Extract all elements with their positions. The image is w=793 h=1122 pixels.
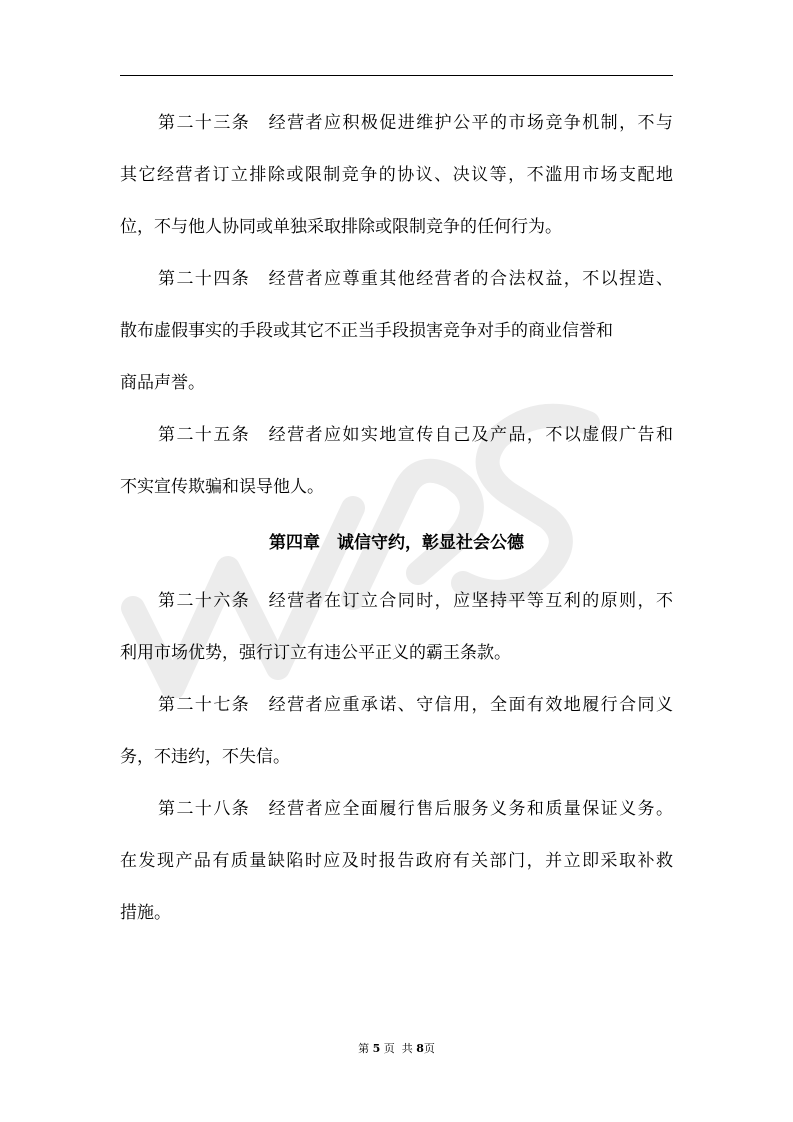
- article-26-line-1: 第二十六条 经营者在订立合同时，应坚持平等互利的原则，不: [158, 591, 673, 611]
- article-28-line-2: 在发现产品有质量缺陷时应及时报告政府有关部门，并立即采取补救: [120, 851, 673, 871]
- footer-page-number: 5: [372, 1042, 381, 1055]
- article-24-line-3: 商品声誉。: [120, 373, 205, 393]
- article-23-line-1: 第二十三条 经营者应积极促进维护公平的市场竞争机制，不与: [158, 113, 673, 133]
- article-28-line-1: 第二十八条 经营者应全面履行售后服务义务和质量保证义务。: [158, 799, 673, 819]
- footer-suffix: 页: [423, 1042, 435, 1055]
- chapter-heading: 第四章 诚信守约，彰显社会公德: [269, 533, 524, 553]
- article-23-line-3: 位，不与他人协同或单独采取排除或限制竞争的任何行为。: [120, 217, 562, 237]
- header-rule: [120, 75, 673, 76]
- footer-total-pages: 8: [416, 1042, 424, 1055]
- page-footer: [0, 1042, 793, 1056]
- article-28-line-3: 措施。: [120, 903, 171, 923]
- footer-middle: 页 共: [380, 1042, 417, 1055]
- article-23-line-2: 其它经营者订立排除或限制竞争的协议、决议等，不滥用市场支配地: [120, 165, 673, 185]
- article-27-line-1: 第二十七条 经营者应重承诺、守信用，全面有效地履行合同义: [158, 695, 673, 715]
- article-25-line-2: 不实宣传欺骗和误导他人。: [120, 477, 324, 497]
- article-24-line-2: 散布虚假事实的手段或其它不正当手段损害竞争对手的商业信誉和: [120, 321, 613, 341]
- article-25-line-1: 第二十五条 经营者应如实地宣传自己及产品，不以虚假广告和: [158, 425, 673, 445]
- article-27-line-2: 务，不违约，不失信。: [120, 747, 290, 767]
- footer-prefix: 第: [358, 1042, 373, 1055]
- article-24-line-1: 第二十四条 经营者应尊重其他经营者的合法权益，不以捏造、: [158, 269, 673, 289]
- article-26-line-2: 利用市场优势，强行订立有违公平正义的霸王条款。: [120, 643, 511, 663]
